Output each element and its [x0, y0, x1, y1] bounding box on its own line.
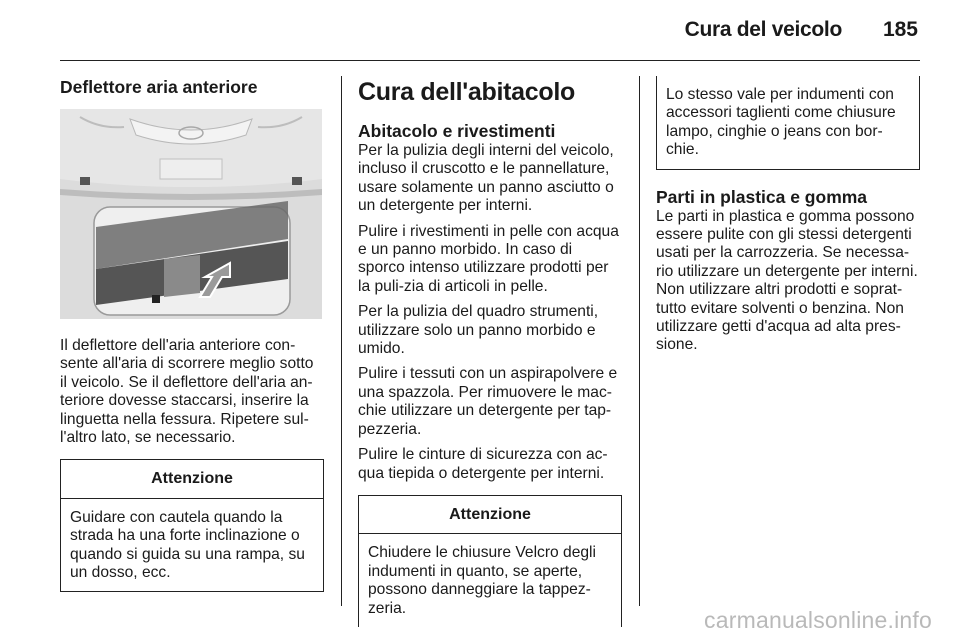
plastic-rubber-body-text: Le parti in plastica e gomma possono essere pulite con gli stessi detergenti usati per la carrozzeria. Se necessa-rio utilizzare un detergente per interni. Non utilizzare altri prodotti e soprat-tutto evitare solventi o benzina. Non utilizzare getti d'acqua ad alta pres-sione. [656, 207, 918, 354]
interior-paragraph: Pulire i rivestimenti in pelle con acqua e un panno morbido. In caso di sporco intenso utilizzare prodotti per la puli-zia di articoli in pelle. [358, 222, 619, 295]
page-header-title: Cura del veicolo [684, 18, 842, 41]
watermark-text: carmanualsonline.info [704, 607, 932, 633]
deflector-body-text: Il deflettore dell'aria anteriore con-sente all'aria di scorrere meglio sotto il veicolo. Se il deflettore dell'aria an-teriore dovesse staccarsi, inserire la linguetta nella fessura. Ripetere sul-l'altro lato, se necessario. [60, 337, 314, 447]
deflector-illustration [60, 109, 322, 319]
warning-box-title: Attenzione [359, 496, 621, 534]
chapter-heading-interior-care: Cura dell'abitacolo [358, 78, 575, 106]
middle-column [358, 78, 622, 627]
right-column [656, 76, 920, 362]
interior-paragraph: Pulire i tessuti con un aspirapolvere e una spazzola. Per rimuovere le mac-chie utilizzare un detergente per tap-pezzeria. [358, 365, 618, 438]
warning-box-continued-text: Lo stesso vale per indumenti con accessori taglienti come chiusure lampo, cinghie o jeans con bor-chie. [666, 86, 896, 159]
warning-box-velcro [358, 495, 622, 627]
left-column [60, 76, 324, 592]
section-heading-deflector: Deflettore aria anteriore [60, 77, 258, 97]
header-divider [60, 60, 920, 61]
interior-paragraph: Per la pulizia degli interni del veicolo, incluso il cruscotto e le pannellature, usare solamente un panno asciutto o un detergente per interni. [358, 142, 614, 215]
column-divider-1 [341, 76, 342, 606]
section-heading-plastic-rubber: Parti in plastica e gomma [656, 186, 868, 207]
page-number: 185 [882, 18, 918, 41]
interior-paragraph: Per la pulizia del quadro strumenti, utilizzare solo un panno morbido e umido. [358, 303, 599, 358]
warning-box-driving [60, 459, 324, 592]
warning-box-text: Chiudere le chiusure Velcro degli indumenti in quanto, se aperte, possono danneggiare la tappez-zeria. [368, 544, 596, 617]
interior-paragraph: Pulire le cinture di sicurezza con ac-qua tiepida o detergente per interni. [358, 446, 608, 482]
warning-box-continued [656, 76, 920, 170]
column-divider-2 [639, 76, 640, 606]
warning-box-text: Guidare con cautela quando la strada ha una forte inclinazione o quando si guida su una rampa, su un dosso, ecc. [70, 508, 305, 582]
warning-box-title: Attenzione [61, 460, 323, 498]
subheading-interior-trim: Abitacolo e rivestimenti [358, 121, 556, 141]
